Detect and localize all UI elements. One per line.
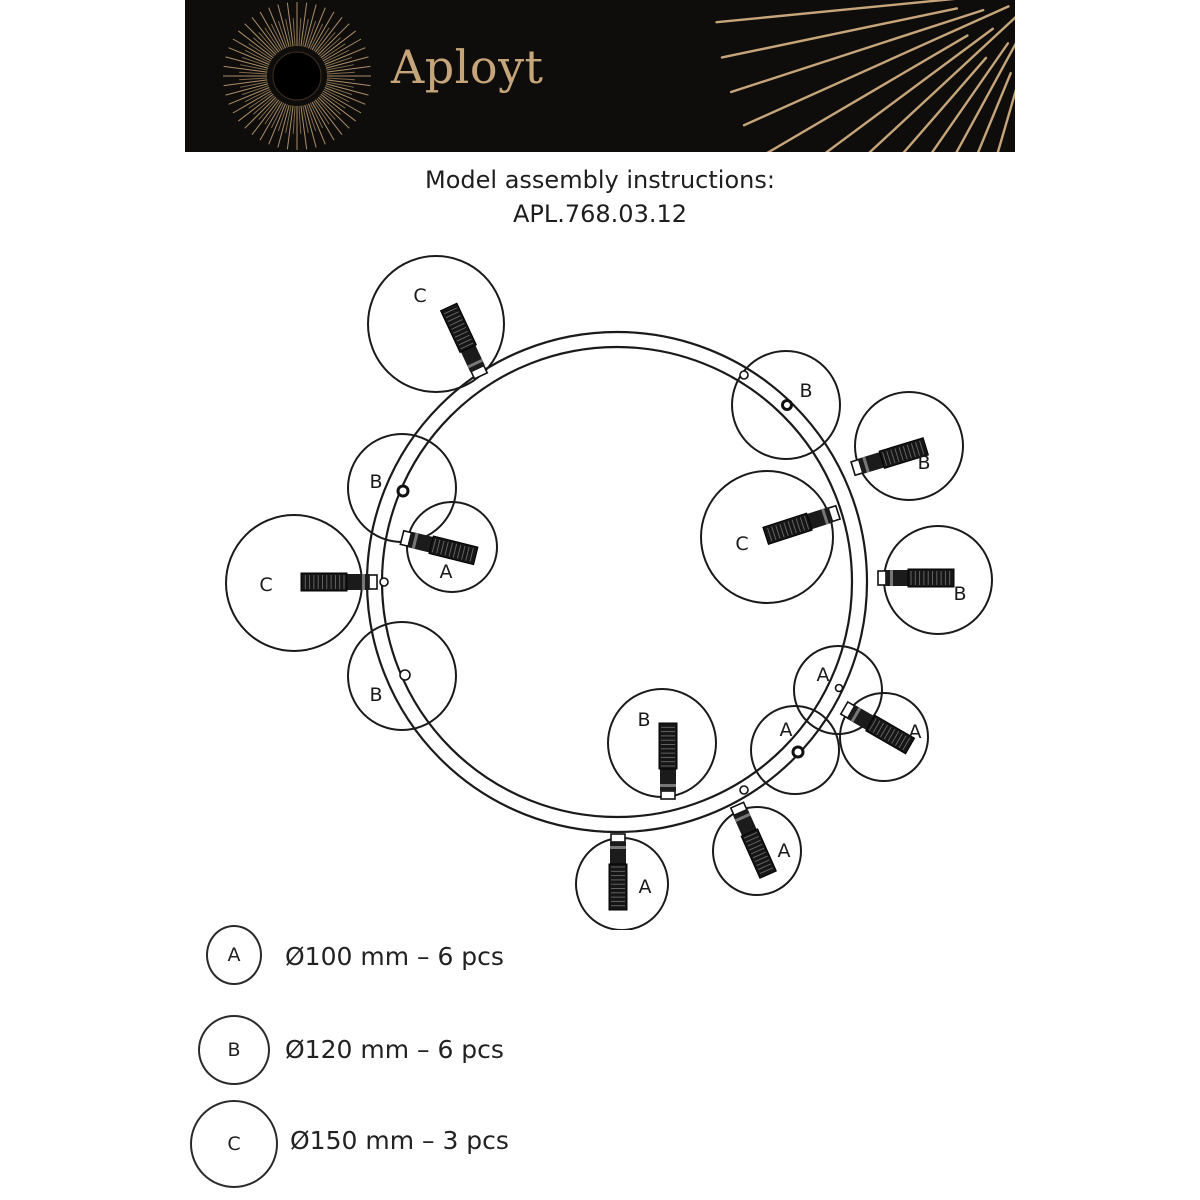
size-legend: [0, 925, 1200, 1200]
globe-a: [751, 706, 839, 794]
ring-mount-point: [380, 578, 388, 586]
ring-inner: [382, 347, 852, 817]
lamp-socket: [659, 723, 677, 799]
lamp-socket: [763, 504, 841, 545]
page-title: [0, 163, 1200, 231]
lamp-socket: [441, 303, 489, 379]
legend-badge-a: A: [206, 925, 262, 985]
globe-a: [576, 834, 668, 930]
legend-text-a: Ø100 mm – 6 pcs: [285, 942, 504, 971]
globe-label: B: [369, 471, 383, 493]
globe-a: [713, 802, 801, 895]
legend-badge-b: B: [198, 1015, 270, 1085]
assembly-diagram: [0, 240, 1200, 930]
globe-label: A: [777, 840, 791, 862]
title-line-1: Model assembly instructions:: [425, 166, 775, 194]
globe-label: C: [735, 533, 749, 555]
globe-label: A: [908, 721, 922, 743]
globe-label: C: [259, 574, 273, 596]
globe-label: B: [637, 709, 651, 731]
globe-b: [348, 434, 456, 542]
globe-c: [368, 256, 504, 392]
globe-label: A: [816, 664, 830, 686]
globe-label: A: [638, 876, 652, 898]
lamp-socket: [301, 573, 377, 591]
model-number: APL.768.03.12: [512, 200, 688, 228]
mount-hole: [793, 747, 803, 757]
ring-mount-point: [740, 371, 748, 379]
globe-layer: [226, 256, 992, 930]
globe-a: [840, 693, 928, 781]
globe-b: [348, 622, 456, 730]
globe-b: [850, 392, 963, 500]
lamp-socket: [609, 834, 627, 910]
legend-text-c: Ø150 mm – 3 pcs: [290, 1126, 509, 1155]
globe-label: B: [953, 583, 967, 605]
globe-label: A: [779, 719, 793, 741]
legend-row-c: [0, 1100, 700, 1180]
ring-mount-point: [740, 786, 748, 794]
lamp-socket: [878, 569, 954, 587]
globe-label: B: [799, 380, 813, 402]
lamp-socket: [729, 802, 776, 879]
globe-b: [608, 689, 716, 799]
mount-hole: [836, 685, 843, 692]
header-banner: [185, 0, 1015, 152]
globe-label: C: [413, 285, 427, 307]
sunburst-icon: [185, 0, 1015, 152]
mount-hole: [400, 670, 410, 680]
globe-label: A: [439, 561, 453, 583]
lamp-socket: [400, 529, 478, 565]
globe-label: B: [917, 452, 931, 474]
globe-c: [701, 471, 841, 603]
legend-row-b: [0, 1015, 700, 1095]
legend-text-b: Ø120 mm – 6 pcs: [285, 1035, 504, 1064]
globe-label: B: [369, 684, 383, 706]
mount-hole: [398, 486, 408, 496]
brand-logo: Aployt: [391, 40, 544, 94]
legend-row-a: [0, 925, 700, 1005]
legend-badge-c: C: [190, 1100, 278, 1188]
globe-b: [878, 526, 992, 634]
globe-b: [732, 351, 840, 459]
mount-hole: [783, 401, 792, 410]
globe-c: [226, 515, 377, 651]
